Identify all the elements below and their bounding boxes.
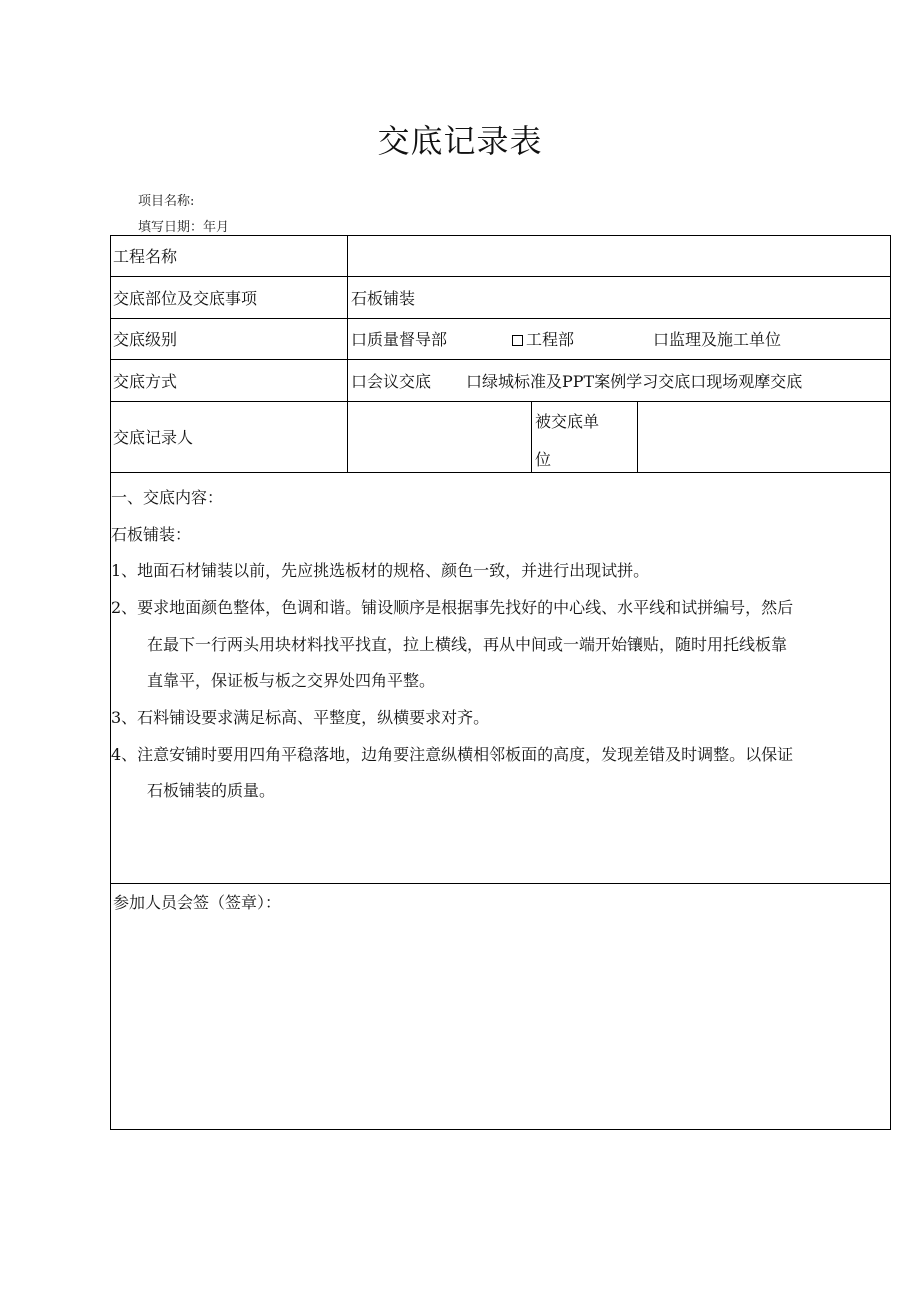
fill-date-label: 填写日期：年月 — [138, 220, 230, 235]
level-option-engineering — [512, 330, 574, 350]
row-divider — [111, 883, 890, 884]
method-option-meeting: 口会议交底 — [351, 372, 432, 391]
unit-label-line1: 被交底单 — [535, 412, 600, 431]
column-divider — [531, 401, 532, 472]
row-divider — [111, 472, 890, 473]
page-title: 交底记录表 — [377, 122, 543, 160]
part-value: 石板铺装 — [351, 289, 416, 308]
content-item-2-line2: 在最下一行两头用块材料找平找直，拉上横线，再从中间或一端开始镶贴，随时用托线板靠 — [147, 635, 788, 654]
level-option-quality: 口质量督导部 — [351, 330, 448, 349]
checkbox-icon — [512, 335, 523, 346]
content-item-4-line2: 石板铺装的质量。 — [147, 781, 276, 800]
part-label: 交底部位及交底事项 — [113, 289, 258, 308]
row-divider — [111, 318, 890, 319]
level-option-supervision: 口监理及施工单位 — [653, 330, 782, 349]
row-divider — [111, 359, 890, 360]
record-table — [110, 235, 891, 1130]
row-divider — [111, 401, 890, 402]
content-item-2-line3: 直靠平，保证板与板之交界处四角平整。 — [147, 671, 436, 690]
row-divider — [111, 276, 890, 277]
method-label: 交底方式 — [113, 372, 178, 391]
content-item-3: 3、石料铺设要求满足标高、平整度，纵横要求对齐。 — [111, 708, 490, 727]
column-divider — [347, 236, 348, 472]
content-item-1: 1、地面石材铺装以前，先应挑选板材的规格、颜色一致，并进行出现试拼。 — [111, 561, 650, 580]
content-item-4-line1: 4、注意安铺时要用四角平稳落地，边角要注意纵横相邻板面的高度，发现差错及时调整。以保证 — [111, 745, 794, 764]
content-subheading: 石板铺装： — [111, 525, 192, 544]
level-option-engineering-label: 工程部 — [526, 330, 575, 349]
recorder-label: 交底记录人 — [113, 428, 194, 447]
project-label: 工程名称 — [113, 247, 178, 266]
unit-label-line2: 位 — [535, 450, 552, 469]
content-heading: 一、交底内容： — [111, 488, 224, 507]
level-label: 交底级别 — [113, 330, 178, 349]
content-item-2-line1: 2、要求地面颜色整体，色调和谐。铺设顺序是根据事先找好的中心线、水平线和试拼编号，然后 — [111, 598, 794, 617]
method-option-standard: 口绿城标准及PPT案例学习交底口现场观摩交底 — [466, 372, 803, 391]
signature-label: 参加人员会签（签章）： — [113, 893, 282, 912]
column-divider — [637, 401, 638, 472]
project-name-label: 项目名称: — [138, 194, 195, 209]
